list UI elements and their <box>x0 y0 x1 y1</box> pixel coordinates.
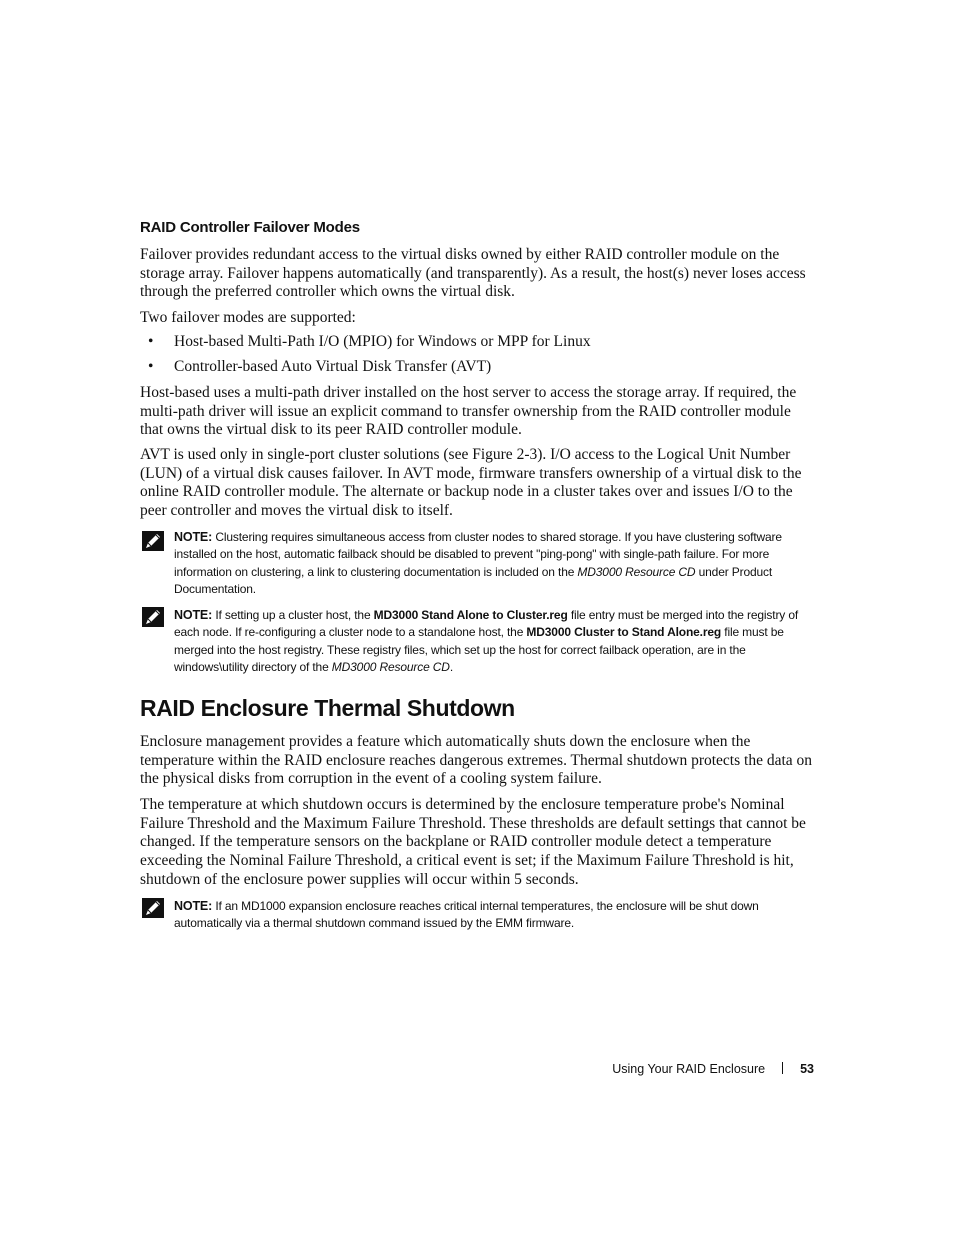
note-text: directory of the <box>248 659 332 674</box>
page-number: 53 <box>800 1062 814 1076</box>
note-text: If setting up a cluster host, the <box>212 608 374 622</box>
page-footer <box>612 1062 814 1076</box>
note-text: Clustering requires simultaneous access from cluster nodes to shared storage. If you have clustering software installed on the host, automatic failback should be disabled to prevent "ping-pong" with single-path failure. For more information on clustering, a link to clustering documentation is included on the <box>174 530 782 579</box>
note-text: file must be merged into the host registry. These registry files, which set up the host for correct failback operation, are in the <box>174 625 784 657</box>
note-clustering <box>174 529 814 598</box>
note-pencil-icon <box>142 607 164 627</box>
paragraph-temperature-threshold: The temperature at which shutdown occurs is determined by the enclosure temperature probe's Nominal Failure Threshold and the Maximum Failure Threshold. These thresholds are default settings that cannot be changed. If the temperature sensors on the backplane or RAID controller module detect a temperature exceeding the Nominal Failure Threshold, a critical event is set; if the Maximum Failure Threshold is hit, shutdown of the enclosure power supplies will occur within 5 seconds. <box>140 796 806 888</box>
list-item-text: Controller-based Auto Virtual Disk Transfer (AVT) <box>174 358 492 375</box>
paragraph-avt: AVT is used only in single-port cluster solutions (see Figure 2-3). I/O access to the Logical Unit Number (LUN) of a virtual disk causes failover. In AVT mode, firmware transfers ownership of a virtual disk to the online RAID controller module. The alternate or backup node in a cluster takes over and issues I/O to the peer controller and moves the virtual disk to itself. <box>140 446 802 520</box>
bullet-icon: • <box>148 333 154 350</box>
note-text: file entry must be merged into the registry of each node. If re-configuring a cluster node to a standalone host, the <box>174 608 799 640</box>
note-label: NOTE: <box>174 530 213 544</box>
bullet-icon: • <box>148 358 154 375</box>
note-filename-cluster-to-standalone: MD3000 Cluster to Stand Alone.reg <box>526 625 722 640</box>
paragraph-two-modes: Two failover modes are supported: <box>140 309 356 326</box>
note-italic-ref: MD3000 Resource CD <box>577 564 696 579</box>
note-text-tail: under Product Documentation. <box>174 564 773 596</box>
list-item-text: Host-based Multi-Path I/O (MPIO) for Windows or MPP for Linux <box>174 333 591 350</box>
note-pencil-icon <box>142 531 164 551</box>
note-filename-standalone-to-cluster: MD3000 Stand Alone to Cluster.reg <box>373 608 568 622</box>
note-md1000-thermal <box>174 898 814 933</box>
footer-divider <box>782 1062 783 1074</box>
note-label: NOTE: <box>174 899 213 913</box>
section-heading-thermal-shutdown: RAID Enclosure Thermal Shutdown <box>140 695 515 721</box>
note-text: . <box>449 659 453 674</box>
note-label: NOTE: <box>174 608 213 622</box>
note-italic-ref: MD3000 Resource CD <box>331 659 450 674</box>
note-directory: windows\utility <box>174 659 249 674</box>
paragraph-host-based: Host-based uses a multi-path driver installed on the host server to access the storage array. If required, the multi-path driver will issue an explicit command to transfer ownership from the RAID controller module that owns the virtual disk to its peer RAID controller module. <box>140 384 797 439</box>
paragraph-failover-intro: Failover provides redundant access to the virtual disks owned by either RAID controller module on the storage array. Failover happens automatically (and transparently). As a result, the host(s) never loses access through the preferred controller which owns the virtual disk. <box>140 246 806 301</box>
footer-chapter-title: Using Your RAID Enclosure <box>612 1062 766 1076</box>
note-text: If an MD1000 expansion enclosure reaches critical internal temperatures, the enclosure will be shut down automatically via a thermal shutdown command issued by the EMM firmware. <box>174 899 759 931</box>
note-cluster-registry <box>174 607 814 676</box>
section-heading-failover-modes: RAID Controller Failover Modes <box>140 219 360 236</box>
paragraph-enclosure-management: Enclosure management provides a feature which automatically shuts down the enclosure when the temperature within the RAID enclosure reaches dangerous extremes. Thermal shutdown protects the data on the physical disks from corruption in the event of a cooling system failure. <box>140 733 813 788</box>
note-pencil-icon <box>142 898 164 918</box>
